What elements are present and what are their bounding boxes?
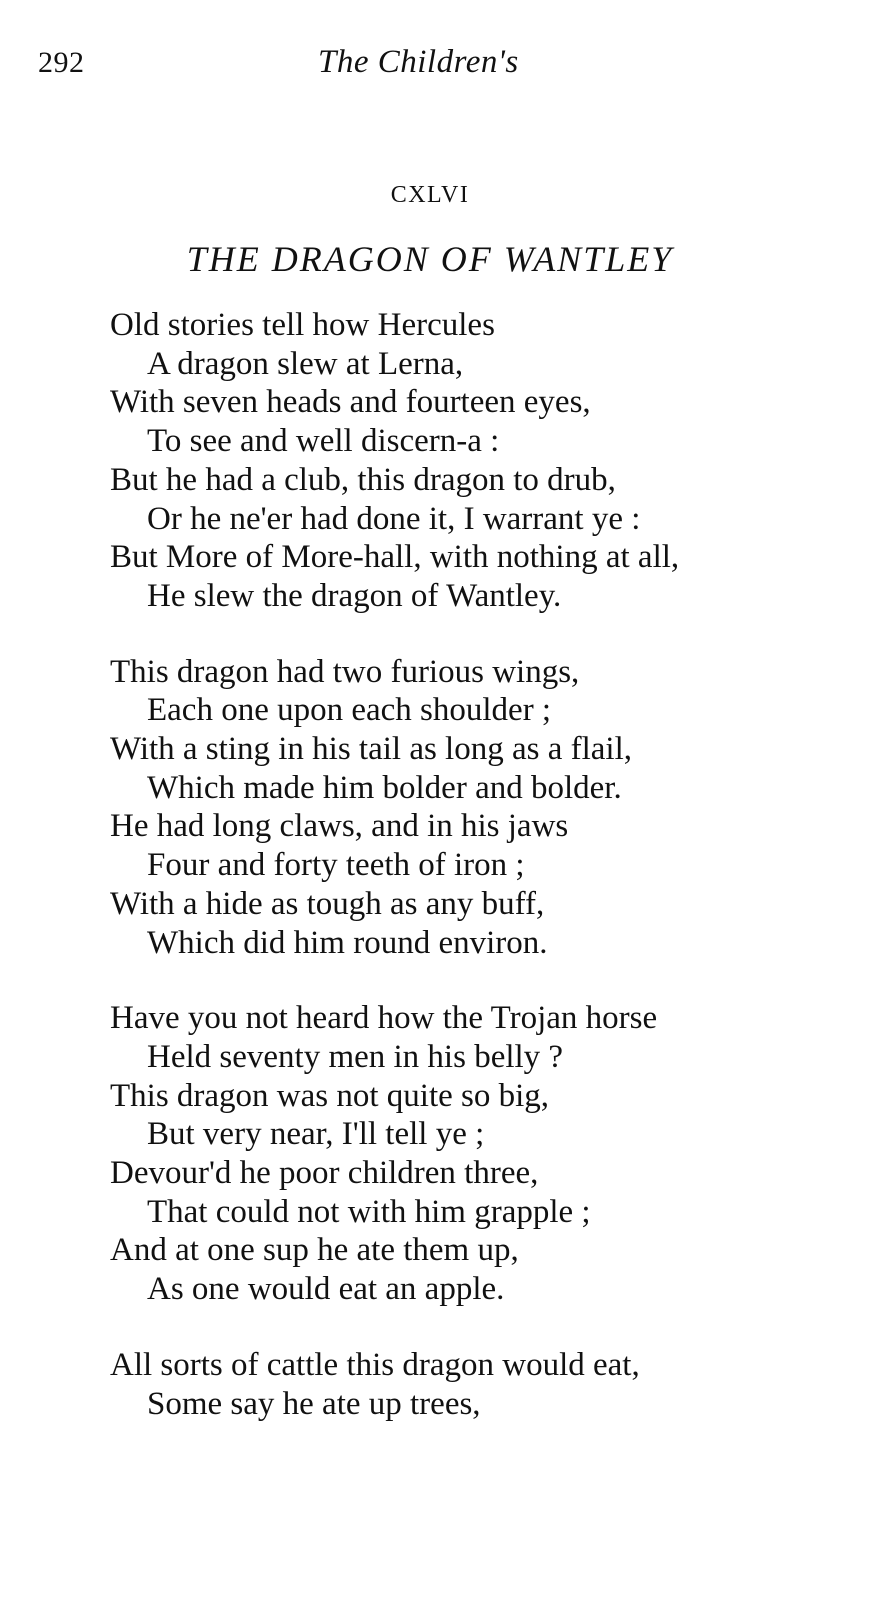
poem-line: With seven heads and fourteen eyes, — [110, 384, 591, 421]
poem-title: THE DRAGON OF WANTLEY — [186, 239, 674, 279]
section-number: CXLVI — [390, 182, 470, 208]
poem-line: This dragon was not quite so big, — [110, 1077, 550, 1114]
poem-line: Or he ne'er had done it, I warrant ye : — [147, 500, 641, 537]
poem-line: To see and well discern-a : — [147, 423, 500, 460]
running-title: The Children's — [318, 44, 519, 80]
poem-line: As one would eat an apple. — [147, 1271, 505, 1308]
poem-line: Some say he ate up trees, — [147, 1385, 481, 1422]
poem-line: Each one upon each shoulder ; — [147, 692, 552, 729]
stanza-3 — [110, 999, 810, 1309]
poem-line: A dragon slew at Lerna, — [147, 345, 464, 382]
poem-line: With a hide as tough as any buff, — [110, 885, 545, 922]
poem-line: And at one sup he ate them up, — [110, 1232, 519, 1269]
poem-line: Four and forty teeth of iron ; — [147, 847, 525, 884]
poem-line: Which did him round environ. — [147, 924, 548, 961]
stanza-1 — [110, 306, 810, 616]
poem-line: But very near, I'll tell ye ; — [147, 1116, 485, 1153]
poem-line: That could not with him grapple ; — [147, 1193, 591, 1230]
poem-line: Devour'd he poor children three, — [110, 1155, 539, 1192]
poem-line: Which made him bolder and bolder. — [147, 769, 622, 806]
poem-line: Old stories tell how Hercules — [110, 307, 495, 343]
poem-line: He slew the dragon of Wantley. — [147, 577, 562, 614]
poem-line: But More of More-hall, with nothing at all, — [110, 539, 680, 576]
poem-line: This dragon had two furious wings, — [110, 653, 580, 690]
poem-line: Held seventy men in his belly ? — [147, 1038, 564, 1075]
page-number: 292 — [38, 46, 85, 79]
poem-line: He had long claws, and in his jaws — [110, 808, 569, 845]
stanza-4 — [110, 1346, 810, 1423]
poem-line: All sorts of cattle this dragon would eat, — [110, 1346, 640, 1383]
poem-line: But he had a club, this dragon to drub, — [110, 461, 616, 498]
running-head — [0, 40, 896, 88]
poem-line: Have you not heard how the Trojan horse — [110, 1000, 658, 1037]
poem-body — [110, 306, 810, 1460]
stanza-2 — [110, 653, 810, 963]
poem-line: With a sting in his tail as long as a flail, — [110, 731, 633, 768]
